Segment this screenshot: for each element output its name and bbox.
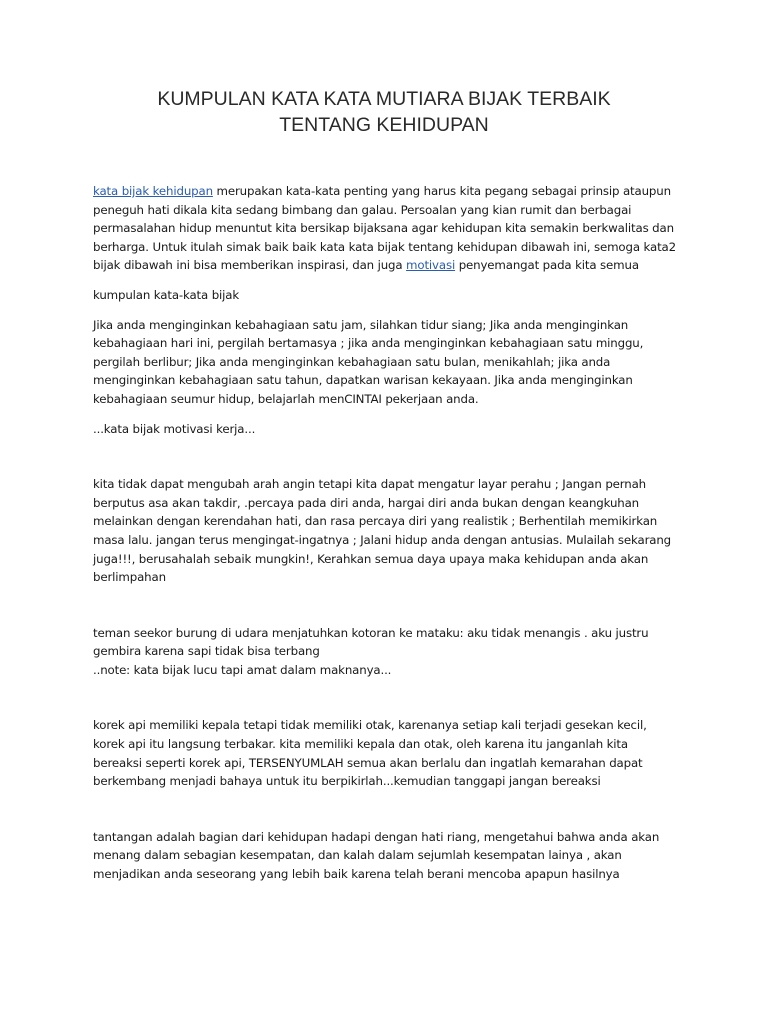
paragraph-burung (93, 624, 683, 680)
paragraph-line: gembira karena sapi tidak bisa terbang (93, 644, 320, 659)
paragraph-line: menginginkan kebahagiaan satu tahun, dapatkan warisan kekayaan. Jika anda menginginkan (93, 373, 633, 388)
intro-line-2: peneguh hati dikala kita sedang bimbang dan galau. Persoalan yang kian rumit dan berbagai (93, 202, 632, 217)
heading-motivasi-kerja: ...kata bijak motivasi kerja... (93, 421, 256, 436)
title-line-2: TENTANG KEHIDUPAN (279, 114, 489, 136)
document-title (0, 86, 768, 138)
paragraph-line: kebahagiaan hari ini, pergilah bertamasya ; jika anda menginginkan kebahagiaan satu minggu, (93, 336, 644, 351)
paragraph-line: ..note: kata bijak lucu tapi amat dalam maknanya... (93, 662, 392, 677)
intro-line-3: permasalahan hidup menuntut kita bersikap bijaksana agar kehidupan kita semakin berkwalitas dan (93, 221, 674, 236)
paragraph-line: korek api memiliki kepala tetapi tidak memiliki otak, karenanya setiap kali terjadi gesekan kecil, (93, 718, 647, 733)
intro-line-1-text: merupakan kata-kata penting yang harus kita pegang sebagai prinsip ataupun (212, 184, 671, 198)
paragraph-line: bereaksi seperti korek api, TERSENYUMLAH semua akan berlalu dan ingatlah kemarahan dapat (93, 755, 643, 770)
intro-line-5-post: penyemangat pada kita semua (455, 258, 639, 273)
paragraph-line: menang dalam sebagian kesempatan, dan kalah dalam sejumlah kesempatan lainya , akan (93, 848, 622, 863)
link-motivasi[interactable]: motivasi (406, 258, 456, 273)
paragraph-line: kebahagiaan seumur hidup, belajarlah menCINTAI pekerjaan anda. (93, 391, 479, 406)
paragraph-line: Jika anda menginginkan kebahagiaan satu jam, silahkan tidur siang; Jika anda menginginkan (93, 317, 629, 332)
paragraph-line: berlimpahan (93, 570, 166, 585)
paragraph-motivasi (93, 475, 683, 587)
title-line-1: KUMPULAN KATA KATA MUTIARA BIJAK TERBAIK (157, 88, 611, 110)
heading-kumpulan: kumpulan kata-kata bijak (93, 287, 240, 302)
paragraph-line: melainkan dengan kerendahan hati, dan rasa percaya diri yang realistik ; Berhentilah memikirkan (93, 514, 658, 529)
intro-line-4: berharga. Untuk itulah simak baik baik kata kata bijak tentang kehidupan dibawah ini, semoga kata2 (93, 239, 676, 254)
paragraph-line: kita tidak dapat mengubah arah angin tetapi kita dapat mengatur layar perahu ; Jangan pernah (93, 477, 646, 492)
paragraph-line: menjadikan anda seseorang yang lebih baik karena telah berani mencoba apapun hasilnya (93, 867, 620, 882)
paragraph-line: juga!!!, berusahalah sebaik mungkin!, Kerahkan semua daya upaya maka kehidupan anda akan (93, 551, 649, 566)
paragraph-tantangan (93, 828, 683, 884)
intro-line-5-pre: bijak dibawah ini bisa memberikan inspirasi, dan juga (93, 258, 407, 273)
paragraph-line: pergilah berlibur; Jika anda menginginkan kebahagiaan satu bulan, menikahlah; jika anda (93, 354, 611, 369)
paragraph-line: korek api itu langsung terbakar. kita memiliki kepala dan otak, oleh karena itu janganlah kita (93, 737, 628, 752)
paragraph-kebahagiaan (93, 316, 683, 409)
paragraph-line: tantangan adalah bagian dari kehidupan hadapi dengan hati riang, mengetahui bahwa anda akan (93, 829, 660, 844)
paragraph-line: masa lalu. jangan terus mengingat-ingatnya ; Jalani hidup anda dengan antusias. Mulailah sekarang (93, 532, 672, 547)
paragraph-line: teman seekor burung di udara menjatuhkan kotoran ke mataku: aku tidak menangis . aku justru (93, 625, 649, 640)
paragraph-korek-api (93, 716, 683, 790)
intro-paragraph (93, 182, 683, 275)
paragraph-line: berkembang menjadi bahaya untuk itu berpikirlah...kemudian tanggapi jangan bereaksi (93, 774, 601, 789)
paragraph-line: berputus asa akan takdir, .percaya pada diri anda, hargai diri anda bukan dengan keangkuhan (93, 495, 639, 510)
link-kata-bijak-kehidupan[interactable]: kata bijak kehidupan (93, 184, 213, 198)
document-body (93, 182, 683, 884)
